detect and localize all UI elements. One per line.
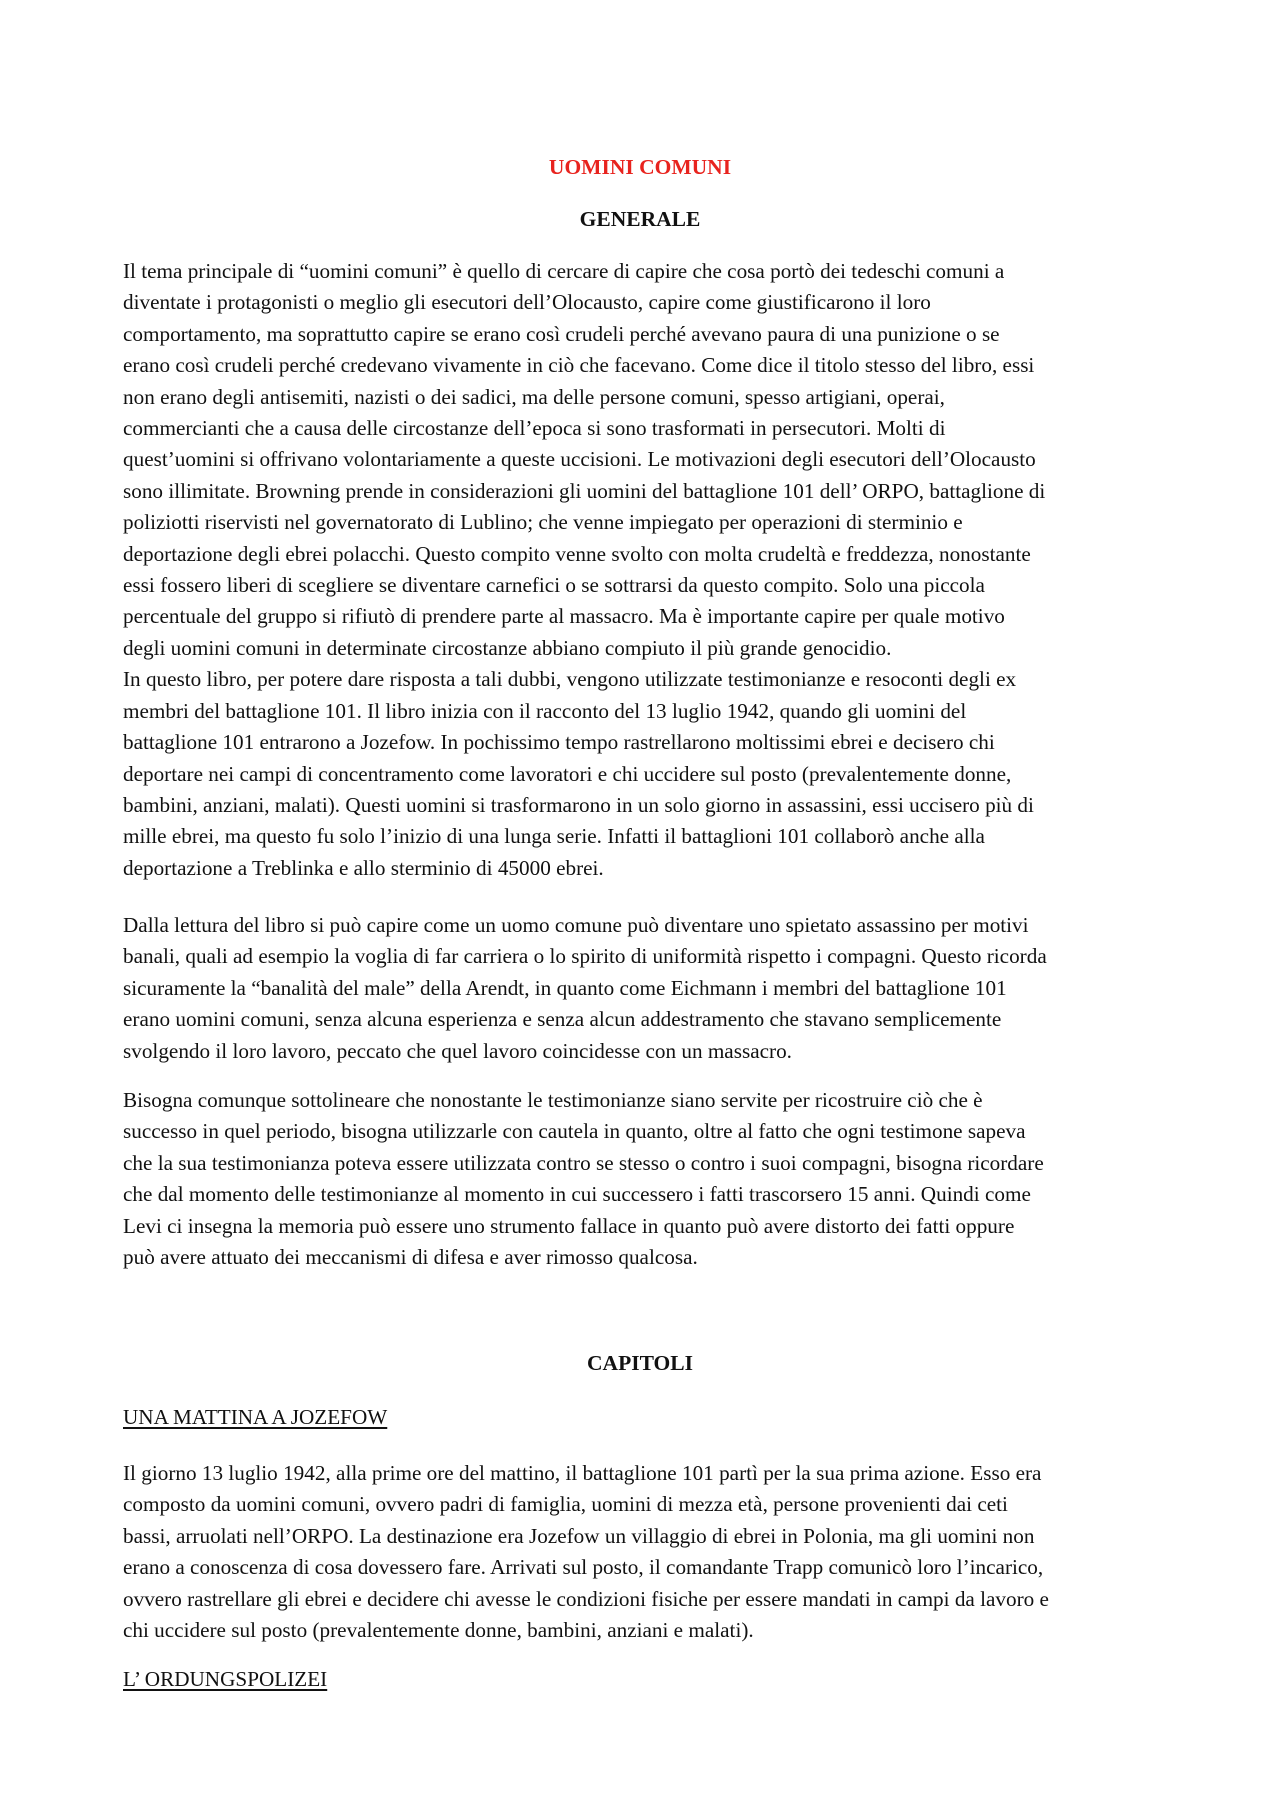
section-heading-capitoli: CAPITOLI — [587, 1351, 693, 1375]
chapter-title-mattina-jozefow: UNA MATTINA A JOZEFOW — [123, 1405, 388, 1429]
text-line: membri del battaglione 101. Il libro inizia con il racconto del 13 luglio 1942, quando gli uomini del — [123, 698, 967, 723]
text-line: Bisogna comunque sottolineare che nonostante le testimonianze siano servite per ricostruire ciò che è — [123, 1088, 983, 1112]
text-line: Il tema principale di “uomini comuni” è quello di cercare di capire che cosa portò dei tedeschi comuni a — [123, 259, 1005, 283]
text-line: bassi, arruolati nell’ORPO. La destinazione era Jozefow un villaggio di ebrei in Polonia, ma gli uomini non — [123, 1523, 1035, 1548]
text-line: erano così crudeli perché credevano vivamente in ciò che facevano. Come dice il titolo stesso del libro, essi — [123, 353, 1035, 378]
text-line: comportamento, ma soprattutto capire se erano così crudeli perché avevano paura di una punizione o se — [123, 321, 1000, 346]
text-line: sicuramente la “banalità del male” della Arendt, in quanto come Eichmann i membri del battaglione 101 — [123, 975, 1007, 1000]
document-title: UOMINI COMUNI — [548, 155, 732, 179]
text-line: bambini, anziani, malati). Questi uomini si trasformarono in un solo giorno in assassini, essi uccisero più di — [123, 792, 1034, 817]
text-line: non erano degli antisemiti, nazisti o dei sadici, ma delle persone comuni, spesso artigiani, operai, — [123, 384, 945, 409]
text-line: chi uccidere sul posto (prevalentemente donne, bambini, anziani e malati). — [123, 1618, 754, 1643]
text-line: mille ebrei, ma questo fu solo l’inizio di una lunga serie. Infatti il battaglioni 101 collaborò anche alla — [123, 824, 985, 849]
text-line: che la sua testimonianza poteva essere utilizzata contro se stesso o contro i suoi compagni, bisogna ricordare — [123, 1150, 1044, 1175]
section-heading-generale: GENERALE — [579, 207, 701, 231]
text-line: Levi ci insegna la memoria può essere uno strumento fallace in quanto può avere distorto dei fatti oppure — [123, 1213, 1015, 1238]
text-line: composto da uomini comuni, ovvero padri di famiglia, uomini di mezza età, persone provenienti dai ceti — [123, 1492, 1008, 1517]
text-line: sono illimitate. Browning prende in considerazioni gli uomini del battaglione 101 dell’ ORPO, battaglione di — [123, 478, 1046, 503]
text-line: poliziotti riservisti nel governatorato di Lublino; che venne impiegato per operazioni di sterminio e — [123, 510, 963, 535]
paragraph-generale — [123, 256, 1163, 884]
text-line: percentuale del gruppo si rifiutò di prendere parte al massacro. Ma è importante capire per quale motivo — [123, 604, 1005, 629]
paragraph-chapter-jozefow — [123, 1458, 1163, 1646]
text-line: battaglione 101 entrarono a Jozefow. In pochissimo tempo rastrellarono moltissimi ebrei e decisero chi — [123, 730, 995, 755]
text-line: può avere attuato dei meccanismi di difesa e aver rimosso qualcosa. — [123, 1245, 698, 1270]
text-line: quest’uomini si offrivano volontariamente a queste uccisioni. Le motivazioni degli esecutori dell’Olocausto — [123, 447, 1036, 472]
paragraph-banalita — [123, 910, 1163, 1067]
text-line: In questo libro, per potere dare risposta a tali dubbi, vengono utilizzate testimonianze e resoconti degli ex — [123, 667, 1017, 692]
text-line: degli uomini comuni in determinate circostanze abbiano compiuto il più grande genocidio. — [123, 635, 892, 660]
text-line: deportazione a Treblinka e allo sterminio di 45000 ebrei. — [123, 855, 604, 880]
text-line: banali, quali ad esempio la voglia di far carriera o lo spirito di uniformità rispetto i compagni. Questo ricorda — [123, 944, 1047, 969]
text-line: diventate i protagonisti o meglio gli esecutori dell’Olocausto, capire come giustificarono il loro — [123, 290, 931, 315]
paragraph-testimonianze — [123, 1085, 1163, 1273]
text-line: deportare nei campi di concentramento come lavoratori e chi uccidere sul posto (prevalentemente donne, — [123, 761, 1012, 786]
text-line: Il giorno 13 luglio 1942, alla prime ore del mattino, il battaglione 101 partì per la sua prima azione. Esso era — [123, 1461, 1042, 1485]
text-line: Dalla lettura del libro si può capire come un uomo comune può diventare uno spietato assassino per motivi — [123, 913, 1029, 937]
text-line: che dal momento delle testimonianze al momento in cui successero i fatti trascorsero 15 anni. Quindi come — [123, 1182, 1031, 1207]
text-line: svolgendo il loro lavoro, peccato che quel lavoro coincidesse con un massacro. — [123, 1038, 792, 1063]
chapter-title-ordungspolizei: L’ ORDUNGSPOLIZEI — [123, 1667, 328, 1691]
text-line: ovvero rastrellare gli ebrei e decidere chi avesse le condizioni fisiche per essere mandati in campi da lavoro e — [123, 1586, 1049, 1611]
text-line: deportazione degli ebrei polacchi. Questo compito venne svolto con molta crudeltà e freddezza, nonostante — [123, 541, 1031, 566]
text-line: erano a conoscenza di cosa dovessero fare. Arrivati sul posto, il comandante Trapp comunicò loro l’incarico, — [123, 1555, 1044, 1580]
text-line: essi fossero liberi di scegliere se diventare carnefici o se sottrarsi da questo compito. Solo una piccola — [123, 573, 985, 598]
text-line: successo in quel periodo, bisogna utilizzarle con cautela in quanto, oltre al fatto che ogni testimone sapeva — [123, 1119, 1026, 1144]
text-line: erano uomini comuni, senza alcuna esperienza e senza alcun addestramento che stavano semplicemente — [123, 1007, 1002, 1032]
text-line: commercianti che a causa delle circostanze dell’epoca si sono trasformati in persecutori. Molti di — [123, 416, 946, 441]
